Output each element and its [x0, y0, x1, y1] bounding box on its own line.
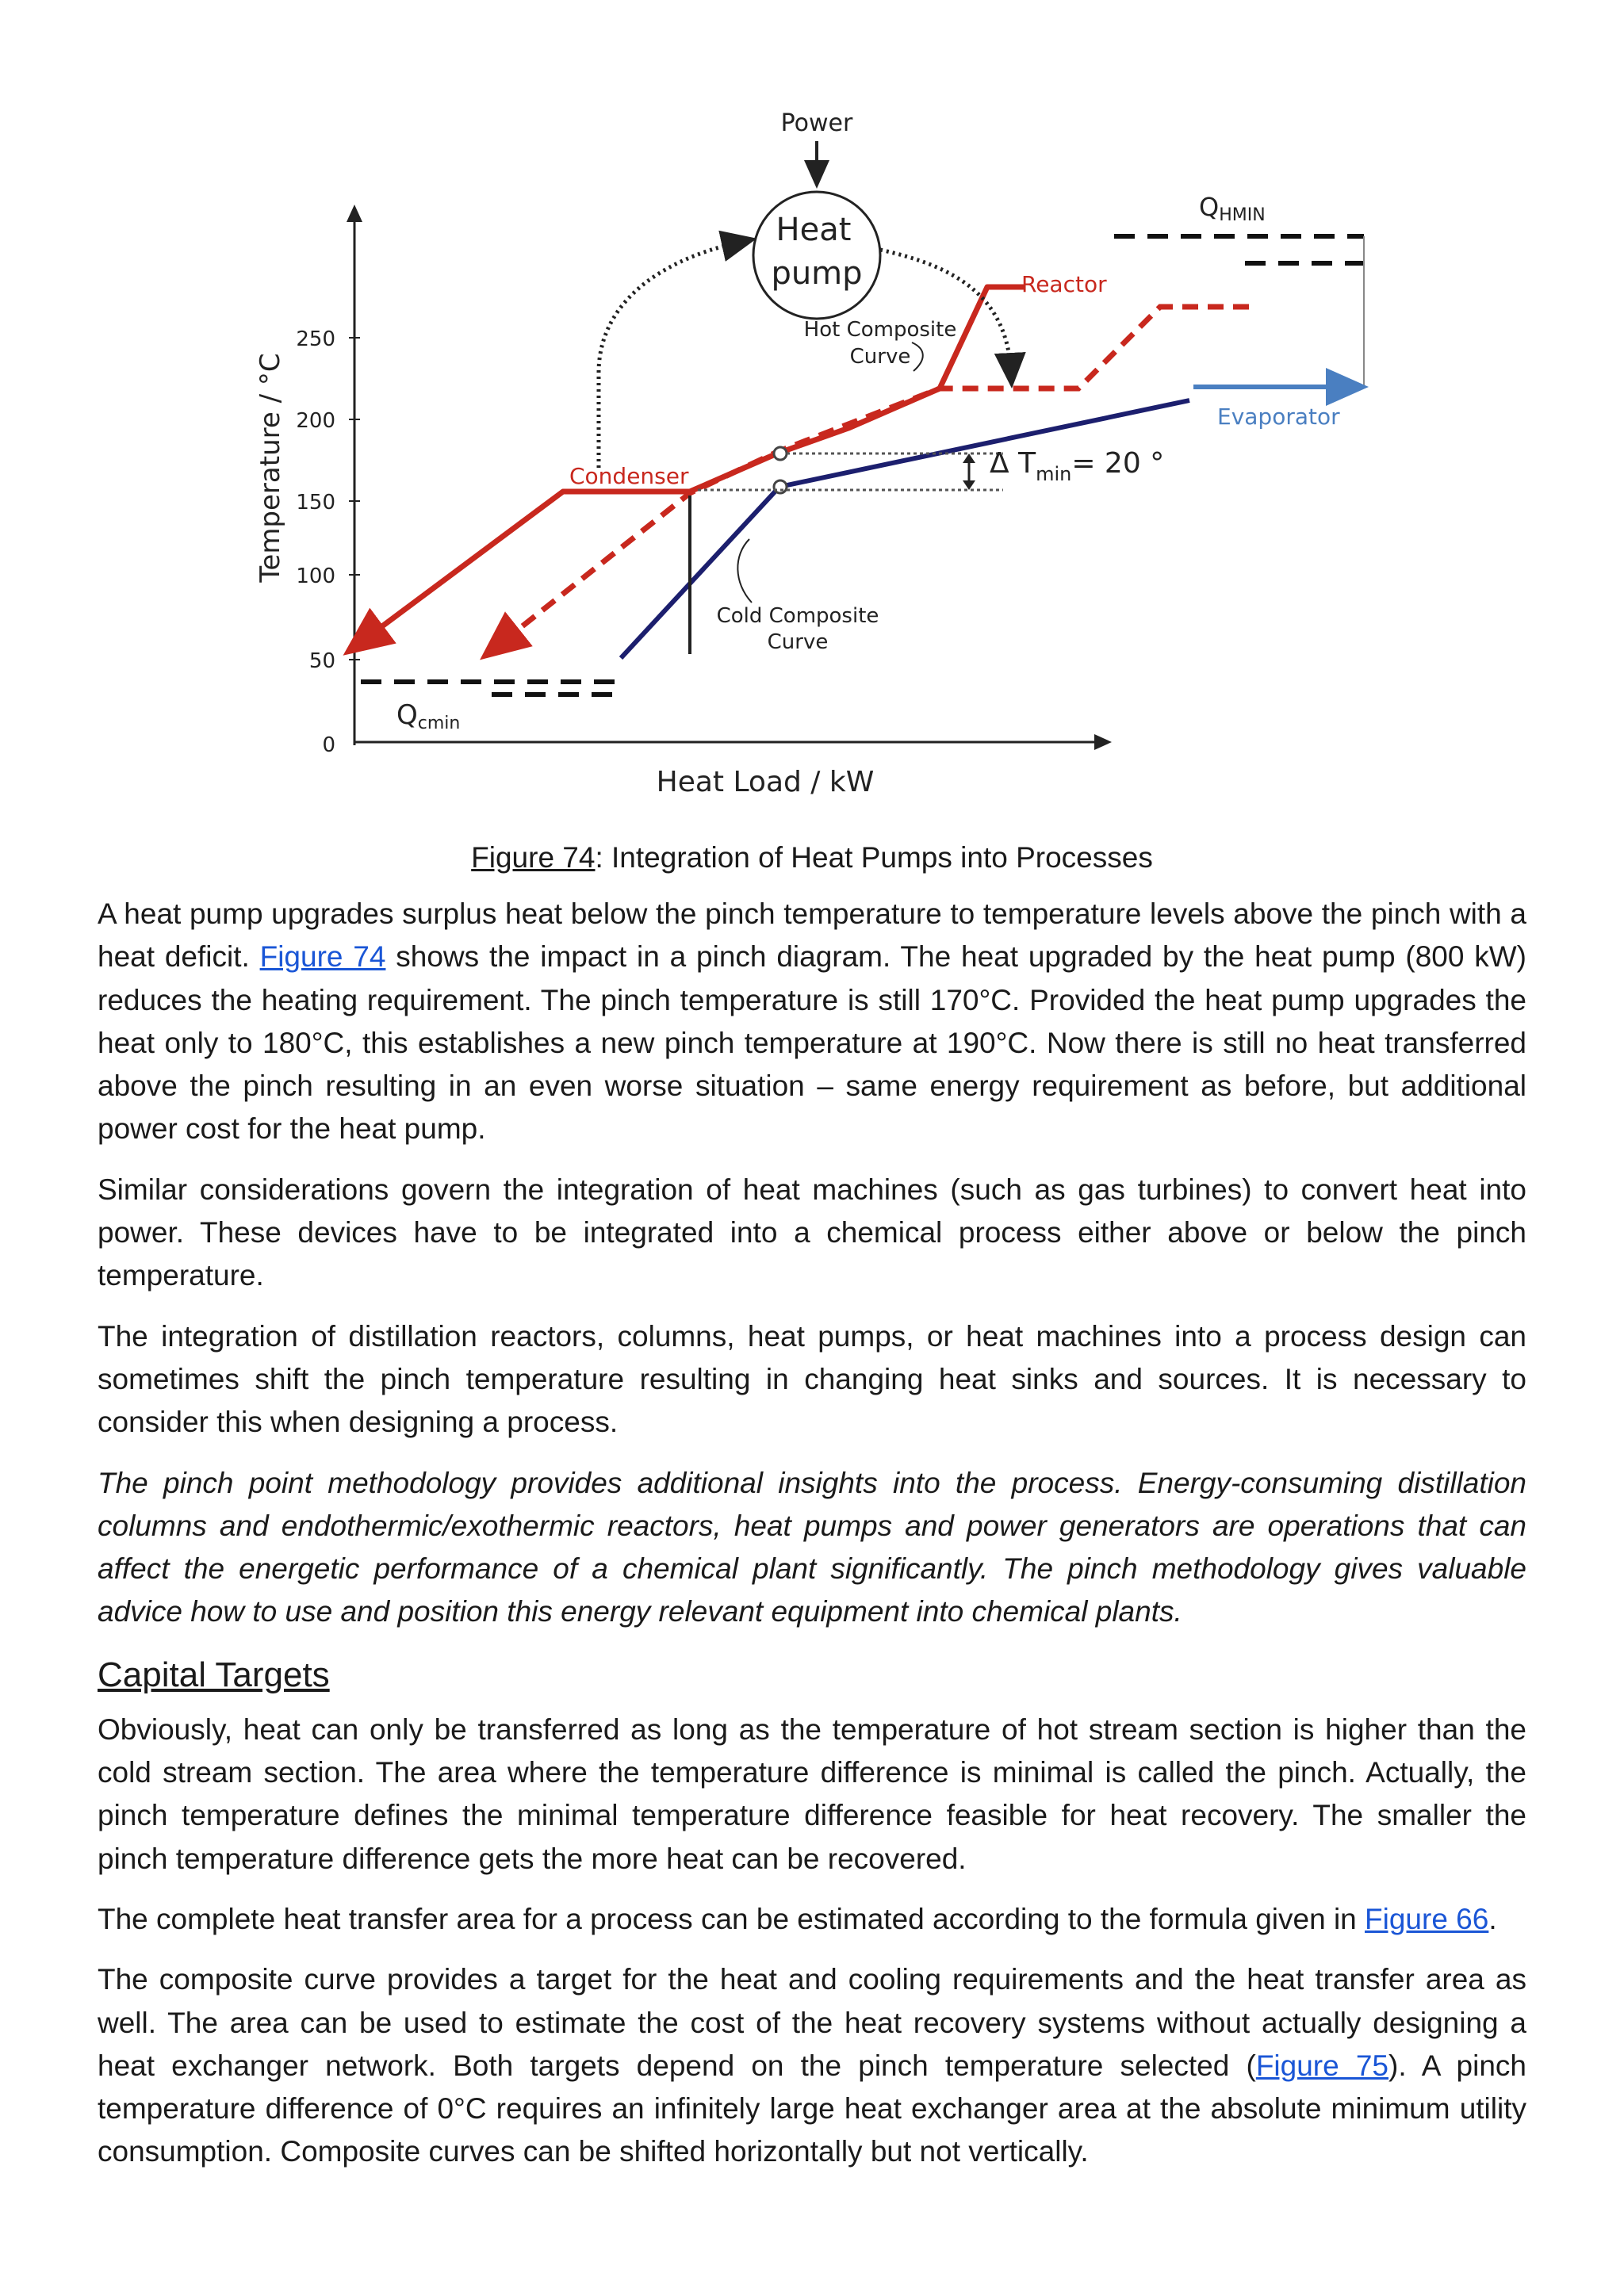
- link-figure-75[interactable]: Figure 75: [1255, 2049, 1389, 2082]
- paragraph-composite-curve: The composite curve provides a target for the heat and cooling requirements and the heat transfer area as well. The area can be used to estimate the cost of the heat recovery systems without actually designing a heat exchanger network. Both targets depend on the pinch temperature selected (Figure 75). A pinch temperature difference of 0°C requires an infinitely large heat exchanger area at the absolute minimum utility consumption. Composite curves can be shifted horizontally but not vertically.: [98, 1963, 1526, 2168]
- hot-composite-pointer: [912, 342, 923, 371]
- figure-caption: [0, 839, 1624, 877]
- heat-pump-input-dotted: [599, 242, 741, 468]
- cold-composite-pointer: [737, 539, 752, 603]
- reactor-label: Reactor: [1021, 271, 1107, 297]
- link-figure-66[interactable]: Figure 66: [1365, 1902, 1489, 1935]
- q-cmin-label: Qcmin: [396, 699, 461, 733]
- y-axis-label: Temperature / °C: [255, 353, 286, 583]
- cold-pinch-marker: [774, 480, 787, 493]
- y-tick-label-150: 150: [296, 491, 335, 515]
- paragraph-integration: The integration of distillation reactors, columns, heat pumps, or heat machines into a process design can sometimes shift the pinch temperature resulting in changing heat sinks and sources. It is necessary to consider this when designing a process.: [98, 1319, 1526, 1439]
- paragraph-heat-machines: Similar considerations govern the integration of heat machines (such as gas turbines) to convert heat into power. These devices have to be integrated into a chemical process either above or below the pinch temperature.: [98, 1173, 1526, 1292]
- y-tick-label-100: 100: [296, 564, 335, 588]
- link-figure-74[interactable]: Figure 74: [259, 940, 386, 974]
- cold-composite-curve: [621, 400, 1189, 658]
- y-axis-arrowhead: [347, 205, 362, 222]
- condenser-label: Condenser: [569, 463, 689, 489]
- caption-text: : Integration of Heat Pumps into Processes: [595, 841, 1153, 874]
- y-tick-label-200: 200: [296, 409, 335, 433]
- y-tick-label-0: 0: [322, 733, 335, 757]
- main-content: [98, 893, 1526, 2191]
- y-tick-label-50: 50: [308, 649, 335, 673]
- y-tick-label-250: 250: [296, 327, 335, 351]
- pinch-diagram-svg: [238, 95, 1396, 825]
- cold-composite-label-line2: Curve: [767, 630, 829, 654]
- q-cmin-lines: [361, 682, 619, 695]
- q-hmin-lines: [1114, 236, 1364, 263]
- hot-composite-label-line2: Curve: [849, 345, 911, 369]
- heat-pump-label-line2: pump: [771, 255, 863, 292]
- paragraph-summary: The pinch point methodology provides additional insights into the process. Energy-consuming distillation columns and endothermic/exothermic reactors, heat pumps and power generators are operations that can affect the energetic performance of a chemical plant significantly. The pinch methodology gives valuable advice how to use and position this energy relevant equipment into chemical plants.: [98, 1466, 1526, 1628]
- x-axis-arrowhead: [1094, 734, 1112, 750]
- caption-figure-ref: Figure 74: [471, 841, 596, 874]
- evaporator-label: Evaporator: [1217, 404, 1340, 430]
- delta-t-min-label: Δ $T_{min}= 20$ °: [990, 447, 1165, 485]
- power-label: Power: [780, 109, 853, 137]
- paragraph-heat-pump: A heat pump upgrades surplus heat below the pinch temperature to temperature levels above the pinch with a heat deficit. Figure 74 shows the impact in a pinch diagram. The heat upgraded by the heat pump (800 kW) reduces the heating requirement. The pinch temperature is still 170°C. Provided the heat pump upgrades the heat only to 180°C, this establishes a new pinch temperature at 190°C. Now there is still no heat transferred above the pinch resulting in an even worse situation – same energy requirement as before, but additional power cost for the heat pump.: [98, 897, 1526, 1146]
- q-hmin-label: QHMIN: [1199, 192, 1266, 225]
- x-axis-label: Heat Load / kW: [656, 766, 875, 798]
- paragraph-pinch-definition: Obviously, heat can only be transferred as long as the temperature of hot stream section is higher than the cold stream section. The area where the temperature difference is minimal is called the pinch. Actually, the pinch temperature defines the minimal temperature difference feasible for heat recovery. The smaller the pinch temperature difference gets the more heat can be recovered.: [98, 1712, 1526, 1875]
- pinch-diagram-figure: [238, 95, 1396, 825]
- hot-composite-label-line1: Hot Composite: [803, 318, 957, 342]
- cold-composite-label-line1: Cold Composite: [716, 604, 879, 628]
- hot-pinch-marker: [774, 447, 787, 460]
- paragraph-heat-transfer-area: The complete heat transfer area for a process can be estimated according to the formula given in Figure 66.: [98, 1902, 1497, 1935]
- heat-pump-label-line1: Heat: [776, 212, 852, 248]
- section-heading-capital-targets: Capital Targets: [98, 1655, 330, 1694]
